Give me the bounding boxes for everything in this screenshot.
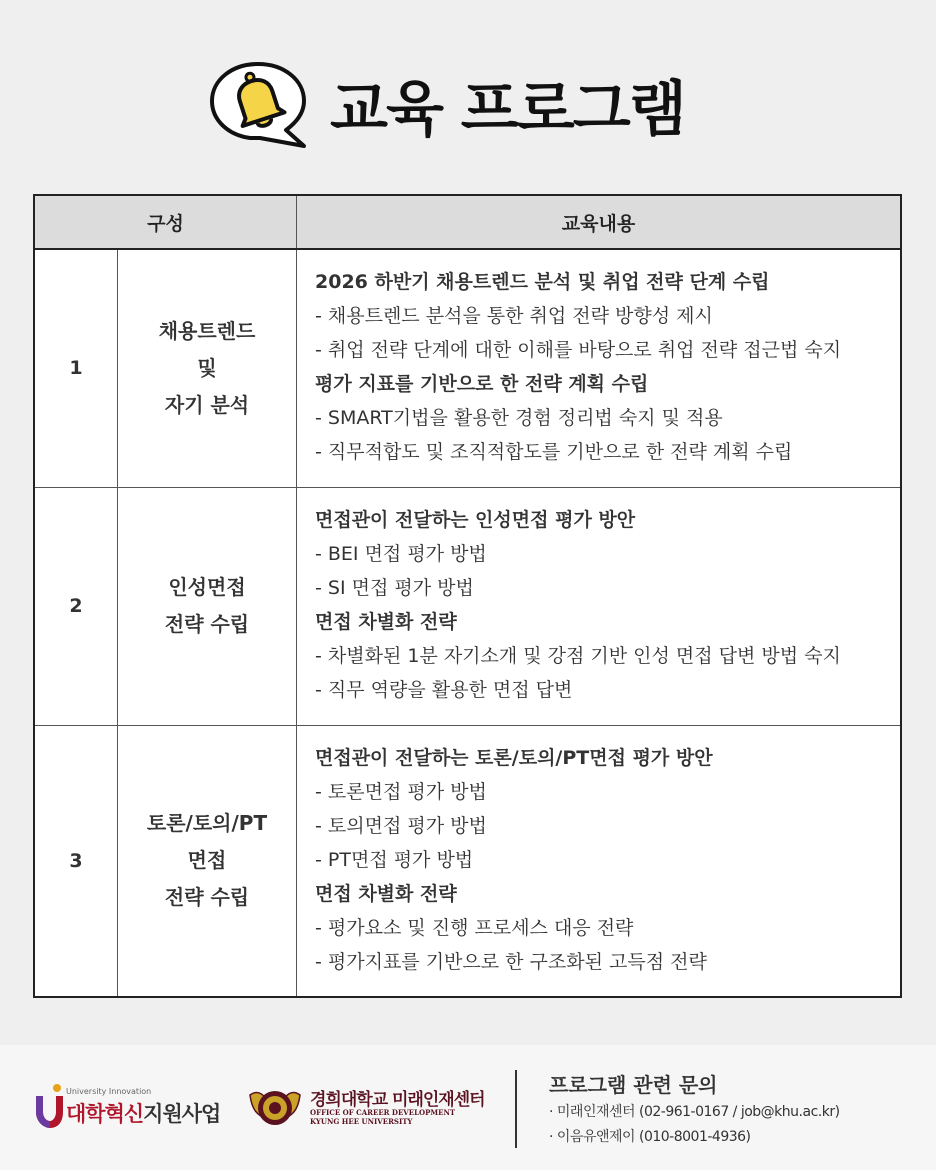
row-number: 1 bbox=[34, 249, 118, 487]
row-content bbox=[297, 249, 902, 487]
content-item: - 토론면접 평가 방법 bbox=[315, 780, 487, 803]
program-table bbox=[33, 194, 902, 998]
topic-line: 자기 분석 bbox=[164, 392, 250, 417]
footer-divider bbox=[515, 1070, 517, 1148]
content-item: - 차별화된 1분 자기소개 및 강점 기반 인성 면접 답변 방법 숙지 bbox=[315, 645, 841, 667]
content-item: - 토의면접 평가 방법 bbox=[315, 814, 487, 837]
content-heading: 면접 차별화 전략 bbox=[315, 611, 457, 633]
topic-line: 면접 bbox=[187, 848, 227, 873]
column-header-content: 교육내용 bbox=[297, 195, 902, 249]
column-header-composition: 구성 bbox=[34, 195, 297, 249]
logo-subtitle: University Innovation bbox=[66, 1087, 152, 1096]
topic-line: 전략 수립 bbox=[164, 612, 250, 636]
row-number: 3 bbox=[34, 725, 118, 997]
row-number: 2 bbox=[34, 487, 118, 725]
topic-line: 채용트렌드 bbox=[158, 318, 256, 343]
row-topic bbox=[118, 487, 297, 725]
content-item: - 평가지표를 기반으로 한 구조화된 고득점 전략 bbox=[315, 950, 707, 973]
row-topic bbox=[118, 725, 297, 997]
inquiry-line-ium: · 이음유앤제이 (010-8001-4936) bbox=[549, 1129, 751, 1145]
content-item: - 평가요소 및 진행 프로세스 대응 전략 bbox=[315, 916, 634, 939]
table-header-row bbox=[34, 195, 901, 249]
table-row bbox=[34, 249, 901, 487]
content-heading: 면접관이 전달하는 인성면접 평가 방안 bbox=[315, 509, 636, 531]
content-heading: 2026 하반기 채용트렌드 분석 및 취업 전략 단계 수립 bbox=[315, 271, 770, 294]
content-heading: 평가 지표를 기반으로 한 전략 계획 수립 bbox=[315, 373, 649, 396]
topic-line: 인성면접 bbox=[168, 575, 246, 599]
header bbox=[0, 0, 936, 190]
inquiry-title: 프로그램 관련 문의 bbox=[549, 1073, 718, 1097]
content-item: - 취업 전략 단계에 대한 이해를 바탕으로 취업 전략 접근법 숙지 bbox=[315, 339, 842, 362]
content-item: - 채용트렌드 분석을 통한 취업 전략 방향성 제시 bbox=[315, 305, 713, 328]
topic-line: 전략 수립 bbox=[164, 885, 250, 910]
row-topic bbox=[118, 249, 297, 487]
table-row bbox=[34, 725, 901, 997]
logo-text-highlight: 대학혁신 bbox=[66, 1102, 144, 1126]
topic-line: 토론/토의/PT bbox=[146, 811, 268, 836]
logo-text-rest: 지원사업 bbox=[143, 1102, 221, 1126]
content-item: - PT면접 평가 방법 bbox=[315, 848, 474, 871]
table-row bbox=[34, 487, 901, 725]
page-title: 교육 프로그램 bbox=[330, 75, 685, 145]
logo-text bbox=[66, 1098, 220, 1128]
bell-icon bbox=[208, 58, 308, 148]
content-item: - 직무적합도 및 조직적합도를 기반으로 한 전략 계획 수립 bbox=[315, 441, 793, 464]
content-heading: 면접관이 전달하는 토론/토의/PT면접 평가 방안 bbox=[315, 746, 713, 769]
content-item: - 직무 역량을 활용한 면접 답변 bbox=[315, 679, 573, 701]
topic-line: 및 bbox=[197, 355, 217, 380]
content-heading: 면접 차별화 전략 bbox=[315, 882, 457, 905]
khu-seal-icon bbox=[248, 1085, 302, 1131]
khu-center-name: 경희대학교 미래인재센터 bbox=[310, 1090, 485, 1110]
khu-english-line1: OFFICE OF CAREER DEVELOPMENT bbox=[310, 1108, 456, 1117]
footer bbox=[0, 1045, 936, 1170]
content-item: - SMART기법을 활용한 경험 정리법 숙지 및 적용 bbox=[315, 407, 723, 430]
content-item: - SI 면접 평가 방법 bbox=[315, 577, 474, 599]
row-content bbox=[297, 487, 902, 725]
row-content bbox=[297, 725, 902, 997]
content-item: - BEI 면접 평가 방법 bbox=[315, 543, 487, 565]
inquiry-line-center: · 미래인재센터 (02-961-0167 / job@khu.ac.kr) bbox=[549, 1104, 840, 1120]
khu-english-line2: KYUNG HEE UNIVERSITY bbox=[310, 1117, 413, 1126]
